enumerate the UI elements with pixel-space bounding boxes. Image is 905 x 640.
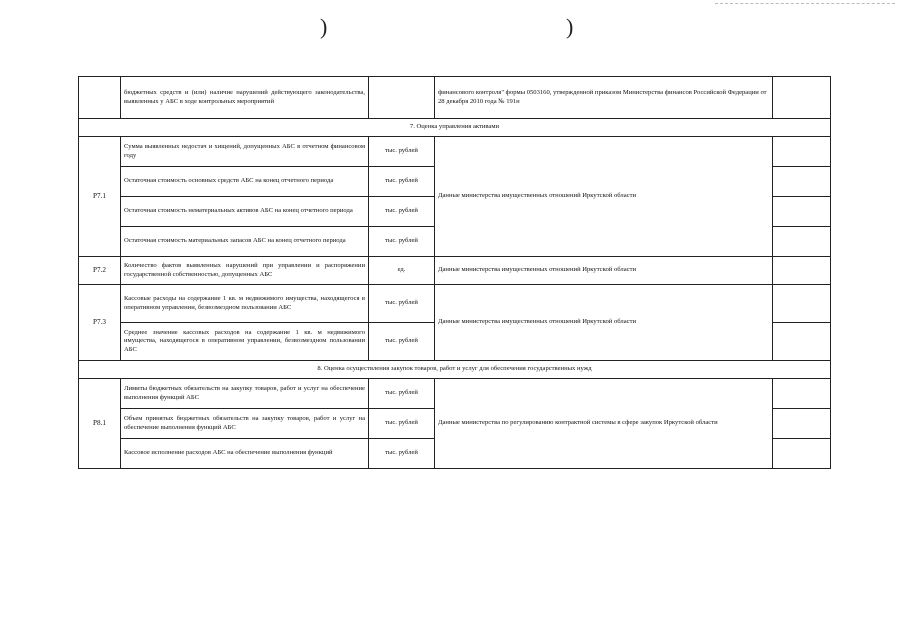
data-source: финансового контроля" формы 0503160, утвержденной приказом Министерства финансов Российской Федерации от 28 декабря 2010 года № 191н: [435, 77, 773, 119]
indicator-description: Количество фактов выявленных нарушений при управлении и распоряжении государственной собственностью, допущенных АБС: [121, 257, 369, 285]
indicator-description: Объем принятых бюджетных обязательств на закупку товаров, работ и услуг на обеспечение выполнения функций АБС: [121, 409, 369, 439]
indicator-description: Лимиты бюджетных обязательств на закупку товаров, работ и услуг на обеспечение выполнения функций АБС: [121, 379, 369, 409]
indicator-code: Р7.3: [79, 285, 121, 361]
table-row: [79, 257, 831, 285]
data-source: Данные министерства имущественных отношений Иркутской области: [435, 137, 773, 257]
code-cell: [79, 77, 121, 119]
data-source: Данные министерства имущественных отношений Иркутской области: [435, 257, 773, 285]
scan-edge-mark: [715, 3, 895, 4]
unit-cell: тыс. рублей: [369, 167, 435, 197]
value-cell: [773, 257, 831, 285]
scan-mark: ): [320, 14, 328, 39]
indicators-table: [78, 76, 831, 469]
value-cell: [773, 323, 831, 361]
data-source: Данные министерства имущественных отношений Иркутской области: [435, 285, 773, 361]
unit-cell: тыс. рублей: [369, 379, 435, 409]
section-header-row: [79, 361, 831, 379]
table-row: [79, 77, 831, 119]
unit-cell: тыс. рублей: [369, 137, 435, 167]
section-title: 7. Оценка управления активами: [79, 119, 831, 137]
unit-cell: ед.: [369, 257, 435, 285]
unit-cell: тыс. рублей: [369, 323, 435, 361]
indicator-description: Остаточная стоимость основных средств АБС на конец отчетного периода: [121, 167, 369, 197]
table-row: [79, 137, 831, 167]
indicator-code: Р7.2: [79, 257, 121, 285]
value-cell: [773, 167, 831, 197]
indicator-description: Остаточная стоимость материальных запасов АБС на конец отчетного периода: [121, 227, 369, 257]
unit-cell: тыс. рублей: [369, 227, 435, 257]
indicator-code: Р7.1: [79, 137, 121, 257]
unit-cell: тыс. рублей: [369, 285, 435, 323]
section-header-row: [79, 119, 831, 137]
value-cell: [773, 439, 831, 469]
table-row: [79, 285, 831, 323]
value-cell: [773, 137, 831, 167]
indicator-description: Кассовые расходы на содержание 1 кв. м недвижимого имущества, находящегося в оперативном управлении, безвозмездном пользовании АБС: [121, 285, 369, 323]
value-cell: [773, 285, 831, 323]
unit-cell: тыс. рублей: [369, 197, 435, 227]
indicator-description: Сумма выявленных недостач и хищений, допущенных АБС в отчетном финансовом году: [121, 137, 369, 167]
indicator-description: бюджетных средств и (или) наличие нарушений действующего законодательства, выявленных у АБС в ходе контрольных мероприятий: [121, 77, 369, 119]
indicator-description: Среднее значение кассовых расходов на содержание 1 кв. м недвижимого имущества, находящегося в оперативном управлении, безвозмездном пользовании АБС: [121, 323, 369, 361]
unit-cell: тыс. рублей: [369, 409, 435, 439]
indicator-description: Остаточная стоимость нематериальных активов АБС на конец отчетного периода: [121, 197, 369, 227]
unit-cell: [369, 77, 435, 119]
value-cell: [773, 227, 831, 257]
indicator-description: Кассовое исполнение расходов АБС на обеспечение выполнения функций: [121, 439, 369, 469]
value-cell: [773, 379, 831, 409]
value-cell: [773, 197, 831, 227]
value-cell: [773, 77, 831, 119]
scan-mark: ): [566, 14, 574, 39]
table-row: [79, 379, 831, 409]
section-title: 8. Оценка осуществления закупок товаров, работ и услуг для обеспечения государственных нужд: [79, 361, 831, 379]
data-source: Данные министерства по регулированию контрактной системы в сфере закупок Иркутской области: [435, 379, 773, 469]
unit-cell: тыс. рублей: [369, 439, 435, 469]
value-cell: [773, 409, 831, 439]
indicator-code: Р8.1: [79, 379, 121, 469]
